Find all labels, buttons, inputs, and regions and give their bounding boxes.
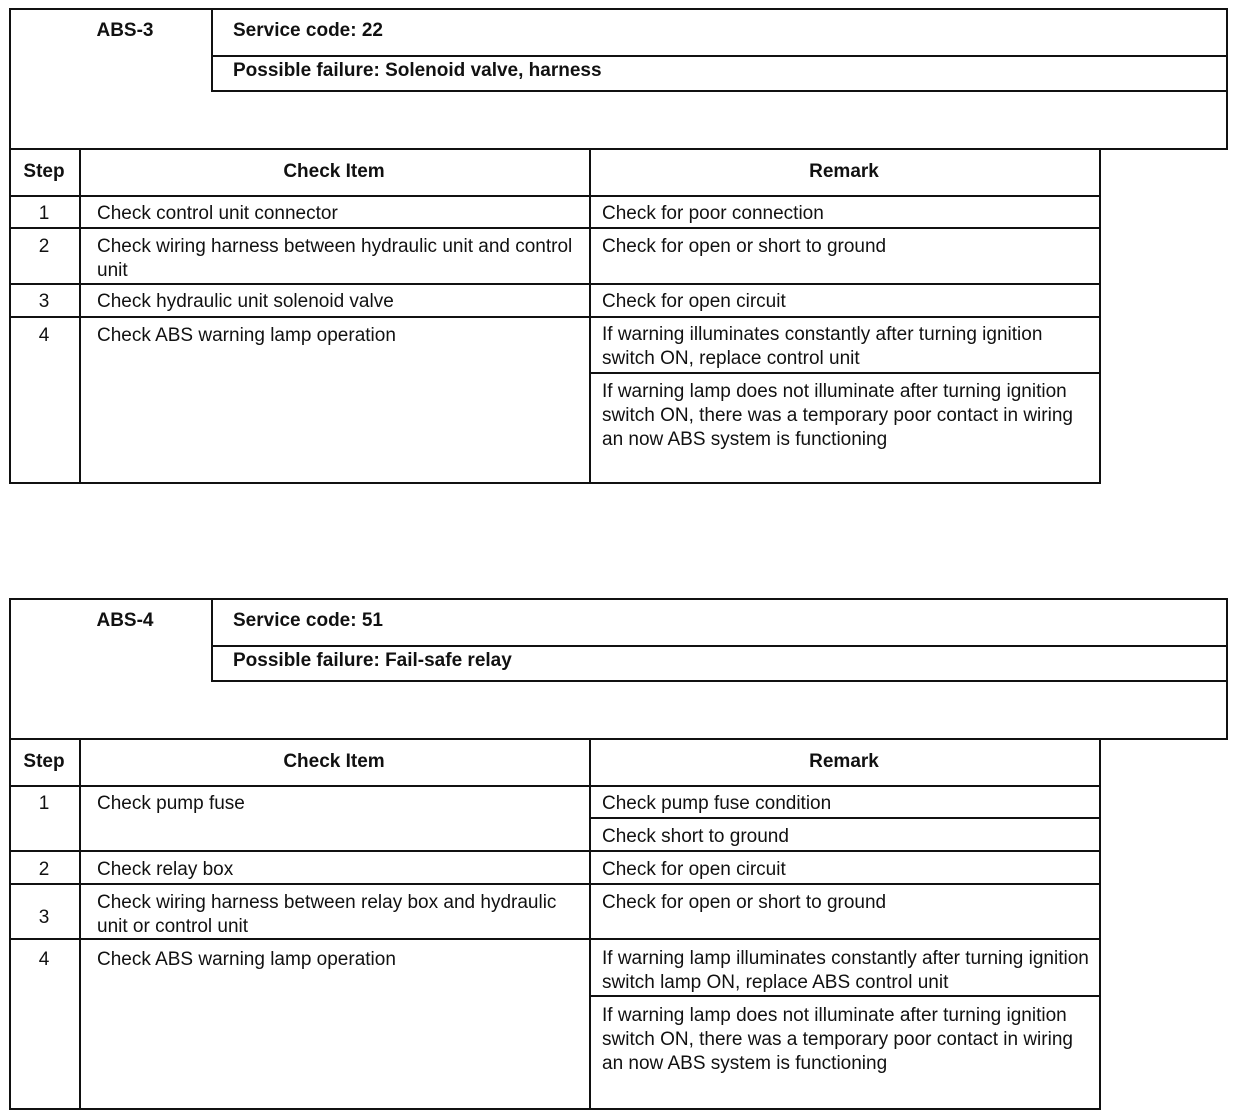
abs4-row2-check: Check relay box	[97, 859, 234, 880]
abs4-col-check-item: Check Item	[283, 751, 385, 772]
abs3-row3-remark: Check for open circuit	[602, 291, 786, 312]
abs4-row1-check: Check pump fuse	[97, 793, 245, 814]
abs4-col-step: Step	[23, 751, 65, 772]
abs3-col-step: Step	[23, 161, 65, 182]
abs3-id: ABS-3	[96, 20, 154, 41]
abs3-row1-check: Check control unit connector	[97, 203, 338, 224]
abs4-possible-failure-value: Fail-safe relay	[385, 650, 512, 671]
abs4-row1-remark-a: Check pump fuse condition	[602, 793, 832, 814]
abs4-possible-failure	[233, 649, 512, 673]
abs3-row1-step: 1	[38, 203, 50, 224]
abs4-row4-step: 4	[38, 949, 50, 970]
abs3-row2-remark: Check for open or short to ground	[602, 236, 887, 257]
abs3-row3-check: Check hydraulic unit solenoid valve	[97, 291, 394, 312]
abs3-possible-failure-label: Possible failure:	[233, 60, 380, 81]
abs4-row2-remark: Check for open circuit	[602, 859, 786, 880]
abs4-row3-step: 3	[38, 907, 50, 928]
abs4-row2-step: 2	[38, 859, 50, 880]
abs3-col-check-item: Check Item	[283, 161, 385, 182]
abs3-row4-check: Check ABS warning lamp operation	[97, 325, 396, 346]
abs4-col-remark: Remark	[809, 751, 879, 772]
abs4-row3-remark: Check for open or short to ground	[602, 892, 887, 913]
abs4-service-code: Service code: 51	[233, 610, 383, 631]
abs3-row4-remark-b: If warning lamp does not illuminate after turning ignition switch ON, there was a temporary poor contact in wiring an now ABS system is functioning	[602, 381, 1073, 450]
abs3-row2-check: Check wiring harness between hydraulic unit and control unit	[97, 236, 573, 281]
abs3-col-remark: Remark	[809, 161, 879, 182]
abs4-row4-check: Check ABS warning lamp operation	[97, 949, 396, 970]
abs3-row3-step: 3	[38, 291, 50, 312]
abs3-row4-step: 4	[38, 325, 50, 346]
abs3-possible-failure	[233, 59, 602, 83]
abs4-possible-failure-label: Possible failure:	[233, 650, 380, 671]
abs4-table	[0, 590, 1248, 1116]
abs3-service-code: Service code: 22	[233, 20, 383, 41]
abs3-row4-remark-a: If warning illuminates constantly after turning ignition switch ON, replace control unit	[602, 324, 1043, 369]
abs4-row1-step: 1	[38, 793, 50, 814]
abs4-row1-remark-b: Check short to ground	[602, 826, 789, 847]
abs4-row3-check: Check wiring harness between relay box and hydraulic unit or control unit	[97, 892, 557, 937]
abs4-row4-remark-a: If warning lamp illuminates constantly after turning ignition switch lamp ON, replace ABS control unit	[602, 948, 1089, 993]
abs4-row4-remark-b: If warning lamp does not illuminate after turning ignition switch ON, there was a temporary poor contact in wiring an now ABS system is functioning	[602, 1005, 1073, 1074]
abs3-row2-step: 2	[38, 236, 50, 257]
abs3-possible-failure-value: Solenoid valve, harness	[385, 60, 602, 81]
abs3-row1-remark: Check for poor connection	[602, 203, 824, 224]
abs4-id: ABS-4	[96, 610, 154, 631]
abs3-table	[0, 0, 1248, 490]
